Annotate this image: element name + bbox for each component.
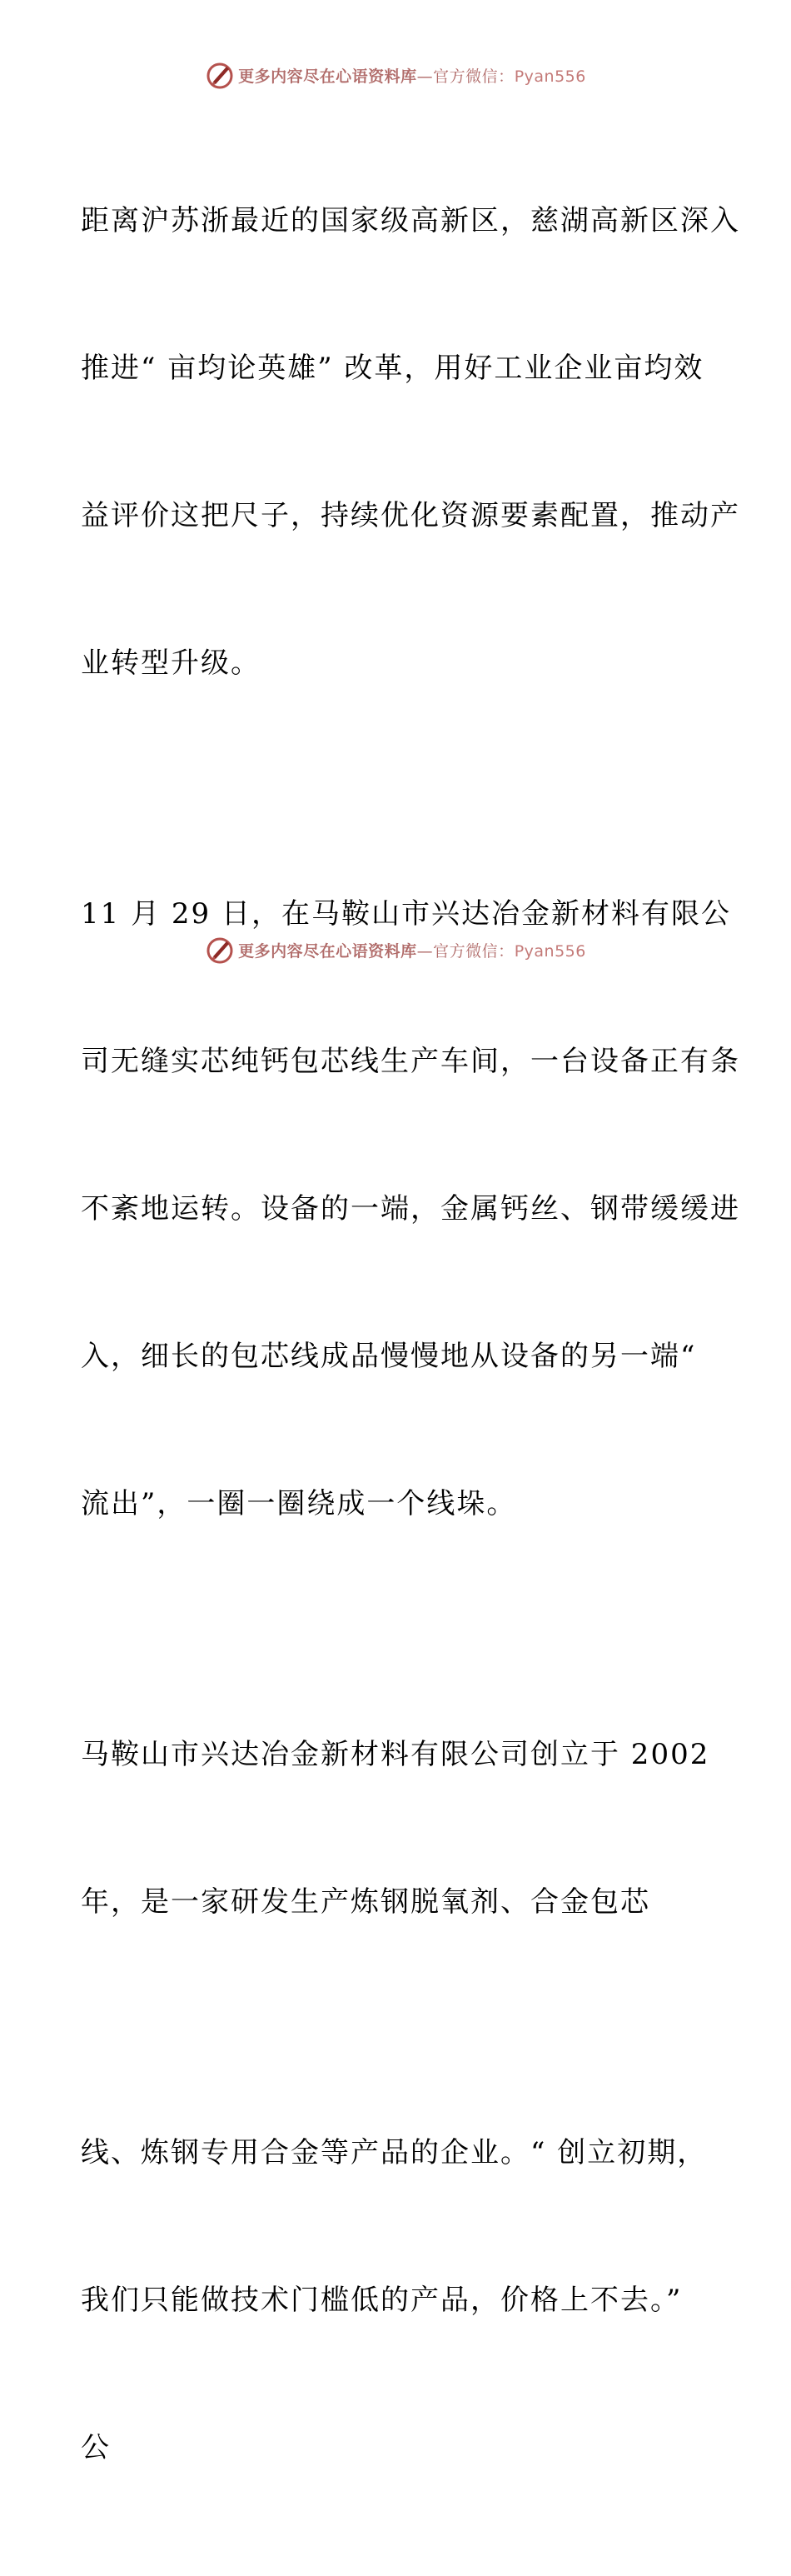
watermark-text [238, 939, 586, 961]
document-body [81, 98, 740, 2576]
text-line: 我们只能做技术门槛低的产品，价格上不去。” [81, 2284, 683, 2317]
watermark-handle: Pyan556 [514, 941, 586, 961]
text-line: 流出”，一圈一圈绕成一个线垛。 [81, 1487, 517, 1520]
text-line: 益评价这把尺子，持续优化资源要素配置，推动产 [81, 499, 740, 532]
text-line: 公 [81, 2431, 111, 2464]
text-line: 距离沪苏浙最近的国家级高新区，慈湖高新区深入 [81, 204, 740, 237]
watermark-handle: Pyan556 [514, 67, 586, 86]
text-line: 司无缝实芯纯钙包芯线生产车间，一台设备正有条 [81, 1045, 740, 1078]
text-line: 推进“ 亩均论英雄” 改革，用好工业企业亩均效 [81, 352, 704, 385]
text-line: 马鞍山市兴达冶金新材料有限公司创立于 2002 [81, 1738, 710, 1771]
text-line: 11 月 29 日，在马鞍山市兴达冶金新材料有限公 [81, 897, 731, 931]
watermark-sub: 官方微信： [433, 67, 515, 86]
text-line: 年，是一家研发生产炼钢脱氧剂、合金包芯 [81, 1885, 650, 1919]
paragraph-3 [81, 1632, 714, 2025]
watermark-sub: 官方微信： [433, 941, 515, 961]
watermark-dash: — [416, 67, 434, 86]
paragraph-2 [81, 791, 740, 1627]
watermark-main: 更多内容尽在心语资料库 [238, 941, 417, 961]
paragraph-1 [81, 98, 740, 786]
footer-watermark [0, 935, 791, 965]
brand-logo-icon [205, 935, 235, 965]
paragraph-4 [81, 2030, 714, 2571]
text-line: 线、炼钢专用合金等产品的企业。“ 创立初期， [81, 2136, 708, 2169]
text-line: 业转型升级。 [81, 646, 261, 680]
watermark-dash: — [416, 941, 434, 961]
header-watermark [0, 60, 791, 90]
brand-logo-icon [205, 60, 235, 90]
watermark-text [238, 64, 586, 87]
text-line: 不紊地运转。设备的一端，金属钙丝、钢带缓缓进 [81, 1192, 740, 1226]
watermark-main: 更多内容尽在心语资料库 [238, 67, 417, 86]
text-line: 入，细长的包芯线成品慢慢地从设备的另一端“ [81, 1340, 697, 1373]
